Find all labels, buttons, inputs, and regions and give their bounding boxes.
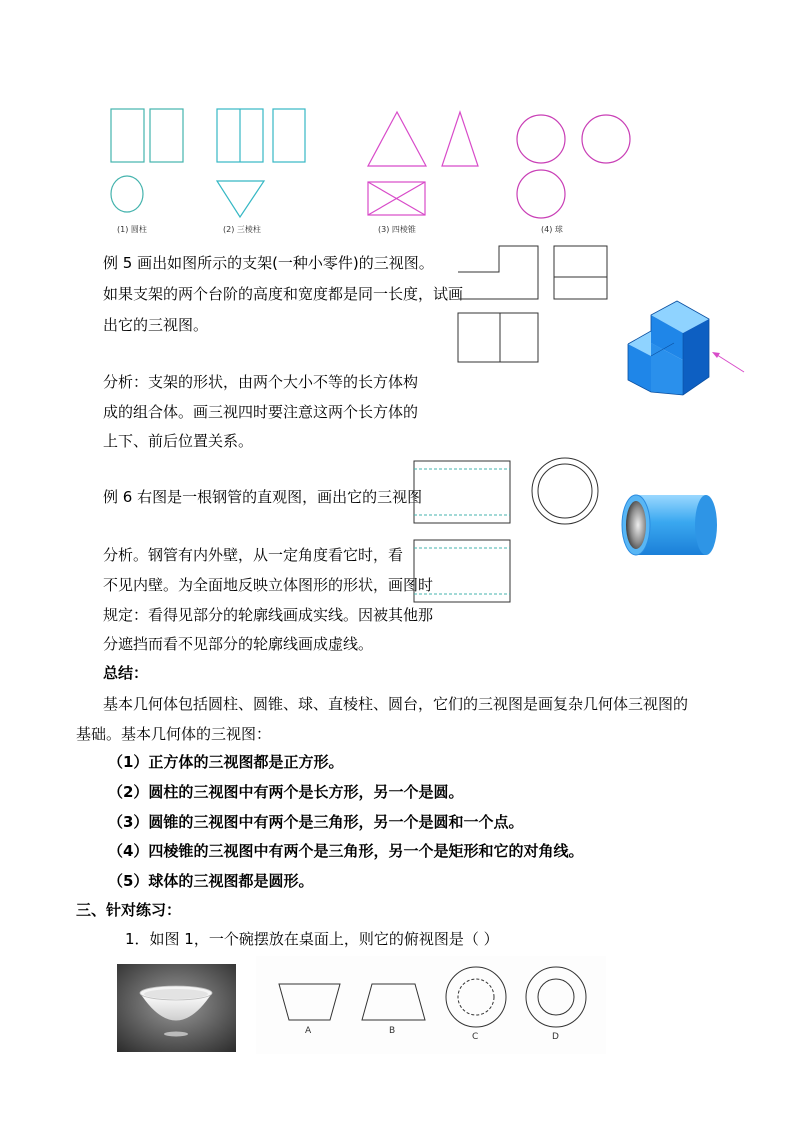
summary-item-4: （4）四棱锥的三视图中有两个是三角形，另一个是矩形和它的对角线。 — [108, 842, 584, 860]
practice-heading: 三、针对练习： — [76, 901, 182, 919]
example5-analysis-3: 上下、前后位置关系。 — [103, 432, 254, 450]
example6-analysis-3: 规定：看得见部分的轮廓线画成实线。因被其他那 — [103, 606, 434, 624]
summary-item-2: （2）圆柱的三视图中有两个是长方形，另一个是圆。 — [108, 783, 464, 801]
example6-line: 例 6 右图是一根钢管的直观图，画出它的三视图 — [103, 488, 423, 506]
caption-cylinder: (1) 圆柱 — [117, 225, 147, 234]
option-a-label: A — [305, 1026, 312, 1036]
example5-analysis-2: 成的组合体。画三视四时要注意这两个长方体的 — [103, 403, 419, 421]
example5-analysis-1: 分析：支架的形状，由两个大小不等的长方体构 — [103, 373, 419, 391]
example6-analysis-4: 分遮挡而看不见部分的轮廓线画成虚线。 — [103, 635, 374, 653]
caption-sphere: (4) 球 — [541, 225, 563, 234]
caption-prism: (2) 三棱柱 — [223, 225, 261, 234]
practice-question-1: 1．如图 1，一个碗摆放在桌面上，则它的俯视图是（ ） — [125, 930, 499, 948]
example6-analysis-2: 不见内壁。为全面地反映立体图形的形状，画图时 — [103, 576, 434, 594]
option-b-label: B — [389, 1026, 396, 1036]
example5-line-2: 如果支架的两个台阶的高度和宽度都是同一长度，试画 — [103, 285, 464, 303]
option-c-label: C — [472, 1032, 479, 1042]
summary-intro-1: 基本几何体包括圆柱、圆锥、球、直棱柱、圆台，它们的三视图是画复杂几何体三视图的 — [103, 695, 689, 713]
summary-intro-2: 基础。基本几何体的三视图： — [76, 725, 272, 743]
example6-analysis-1: 分析。钢管有内外壁，从一定角度看它时，看 — [103, 546, 404, 564]
summary-heading: 总结： — [103, 664, 149, 682]
caption-pyramid: (3) 四棱锥 — [378, 225, 416, 234]
summary-item-3: （3）圆锥的三视图中有两个是三角形，另一个是圆和一个点。 — [108, 813, 524, 831]
example5-line-1: 例 5 画出如图所示的支架(一种小零件)的三视图。 — [103, 254, 434, 272]
summary-item-1: （1）正方体的三视图都是正方形。 — [108, 753, 344, 771]
summary-item-5: （5）球体的三视图都是圆形。 — [108, 872, 314, 890]
option-d-label: D — [552, 1032, 559, 1042]
example5-line-3: 出它的三视图。 — [103, 316, 209, 334]
